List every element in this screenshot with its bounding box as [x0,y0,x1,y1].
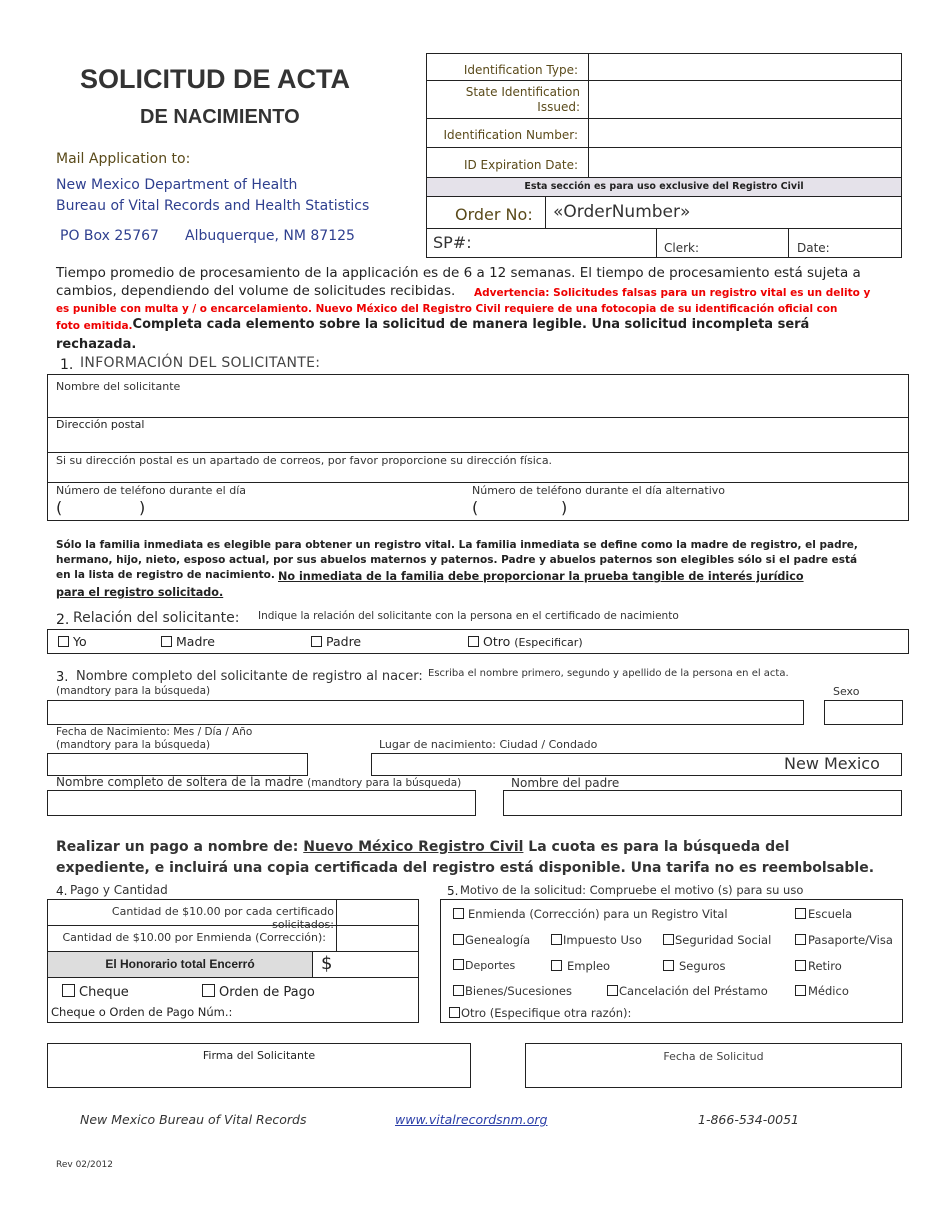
reason-pasaporte-checkbox[interactable] [795,934,806,945]
section2-title: Relación del solicitante: [73,610,240,626]
reason-genealogia[interactable] [453,933,530,947]
relation-yo-checkbox[interactable] [58,636,69,647]
relation-yo-label: Yo [73,634,87,649]
payment-notice-1 [56,839,789,855]
day-phone-input[interactable] [150,500,454,520]
alt-phone-label: Número de teléfono durante el día alternativo [472,484,726,497]
amend-amount-input[interactable] [340,928,418,950]
reason-deportes[interactable] [453,959,515,972]
reason-empleo-label: Empleo [567,959,611,973]
revision-label: Rev 02/2012 [56,1160,113,1170]
reason-retiro[interactable] [795,959,842,973]
relation-otro-note: (Especificar) [514,636,583,649]
pobox-note: Si su dirección postal es un apartado de correos, por favor proporcione su dirección física. [56,454,553,467]
pay-orden[interactable] [202,984,315,1000]
relation-madre[interactable] [161,634,215,649]
name-mandatory: (mandtory para la búsqueda) [56,685,211,697]
day-phone-paren-close: ) [139,498,146,517]
relation-madre-checkbox[interactable] [161,636,172,647]
legible-notice-2: rechazada. [56,337,137,352]
id-exp-input[interactable] [592,150,901,176]
reason-impuesto[interactable] [551,933,642,947]
date-label: Date: [797,241,830,255]
intro-line2: cambios, dependiendo del volume de solicitudes recibidas. [56,283,456,299]
legible-notice: Completa cada elemento sobre la solicitud de manera legible. Una solicitud incompleta será [128,317,810,332]
reason-seguros-checkbox[interactable] [663,960,674,971]
relation-padre[interactable] [311,634,361,649]
section2-hint: Indique la relación del solicitante con la persona en el certificado de nacimiento [258,610,679,622]
relation-otro[interactable] [468,634,583,649]
alt-phone-input[interactable] [572,500,906,520]
reason-otro-input[interactable] [632,1004,901,1022]
mother-mandatory: (mandtory para la búsqueda) [307,777,462,789]
reason-otro-label: Otro (Especifique otra razón): [461,1006,632,1020]
reason-medico-label: Médico [808,984,849,998]
mail-line2: Bureau of Vital Records and Health Statistics [56,198,370,214]
sex-input[interactable] [824,700,903,725]
dob-input[interactable] [47,753,308,776]
form-title: SOLICITUD DE ACTA [80,64,350,94]
reason-empleo[interactable] [551,959,610,973]
section3-title: Nombre completo del solicitante de registro al nacer: [76,669,423,684]
registrant-name-input[interactable] [47,700,804,725]
alt-phone-paren-open: ( [472,498,479,517]
intro-line1: Tiempo promedio de procesamiento de la applicación es de 6 a 12 semanas. El tiempo de procesamiento está sujeta a [56,265,861,281]
payment-payee: Nuevo México Registro Civil [303,839,524,855]
warning-line2: es punible con multa y / o encarcelamiento. Nuevo México del Registro Civil requiere de una fotocopia de su identificación oficial con [56,303,838,315]
relation-padre-label: Padre [326,634,362,649]
section3-number: 3. [56,670,69,685]
reason-enmienda-checkbox[interactable] [453,908,464,919]
relation-yo[interactable] [58,634,87,649]
mother-name-input[interactable] [47,790,476,816]
section1-title: INFORMACIÓN DEL SOLICITANTE: [80,355,321,371]
pay-cheque-label: Cheque [79,985,129,1000]
father-name-input[interactable] [503,790,902,816]
application-date-label: Fecha de Solicitud [663,1050,764,1063]
family-notice-2: hermano, hijo, nieto, esposo actual, por sus abuelos maternos y paternos. Padre y abuelos paternos son elegibles sólo si el padre está [56,554,858,566]
reason-empleo-checkbox[interactable] [551,960,562,971]
mother-name-label [56,775,461,789]
physical-address-input[interactable] [52,467,906,482]
id-exp-label: ID Expiration Date: [463,158,578,172]
footer-url[interactable]: www.vitalrecordsnm.org [395,1112,548,1127]
mail-pobox: PO Box 25767 [60,228,159,244]
registry-note: Esta sección es para uso exclusive del Registro Civil [427,178,901,196]
reason-seguridad-checkbox[interactable] [663,934,674,945]
reason-seguridad[interactable] [663,933,771,947]
reason-cancelacion[interactable] [607,984,768,998]
reason-escuela-checkbox[interactable] [795,908,806,919]
total-fee-label: El Honorario total Encerró [48,952,312,977]
total-fee-input[interactable] [338,955,418,977]
pob-state: New Mexico [784,754,880,773]
section5-number: 5. [447,884,459,898]
reason-deportes-checkbox[interactable] [453,959,464,970]
id-type-input[interactable] [592,56,901,80]
mail-label: Mail Application to: [56,151,191,167]
order-label: Order No: [455,205,533,224]
reason-medico-checkbox[interactable] [795,985,806,996]
reason-cancelacion-checkbox[interactable] [607,985,618,996]
reason-bienes-label: Bienes/Sucesiones [465,984,572,998]
mail-line1: New Mexico Department of Health [56,177,298,193]
cert-amount-label: Cantidad de $10.00 por cada certificado solicitados: [111,905,334,931]
applicant-name-input[interactable] [52,396,906,416]
reason-deportes-label: Deportes [465,959,516,972]
section4-title: Pago y Cantidad [70,883,168,897]
reason-impuesto-label: Impuesto Uso [563,933,642,947]
section3-hint: Escriba el nombre primero, segundo y apellido de la persona en el acta. [428,668,789,679]
footer-phone: 1-866-534-0051 [698,1112,800,1127]
section4-number: 4. [56,884,68,898]
applicant-name-label: Nombre del solicitante [56,380,181,393]
mother-name-text: Nombre completo de soltera de la madre [56,775,304,789]
id-number-input[interactable] [592,121,901,147]
sexo-label: Sexo [833,685,860,698]
pay-cheque-checkbox[interactable] [62,984,75,997]
mail-city: Albuquerque, NM 87125 [185,228,355,244]
reason-retiro-label: Retiro [808,959,842,973]
payment-notice-1a: Realizar un pago a nombre de: [56,839,304,855]
state-id-input[interactable] [592,84,901,116]
reason-escuela[interactable] [795,907,852,921]
id-type-label: Identification Type: [463,63,578,77]
payment-number-input[interactable] [232,1003,418,1022]
payment-number-label: Cheque o Orden de Pago Núm.: [51,1005,233,1019]
reason-pasaporte[interactable] [795,933,893,947]
alt-phone-paren-close: ) [561,498,568,517]
footer-org: New Mexico Bureau of Vital Records [80,1112,307,1127]
reason-seguros[interactable] [663,959,725,973]
warning-line1: Advertencia: Solicitudes falsas para un registro vital es un delito y [474,287,871,299]
clerk-label: Clerk: [664,241,700,255]
reason-genealogia-checkbox[interactable] [453,934,464,945]
reason-otro[interactable] [449,1006,631,1020]
warning-line3: foto emitida. [56,320,133,332]
section1-number: 1. [60,357,74,373]
father-name-label: Nombre del padre [511,776,620,790]
relation-otro-label: Otro [483,634,511,649]
payment-notice-2: expediente, e incluirá una copia certificada del registro está disponible. Una tarifa no es reembolsable. [56,860,875,876]
cert-amount-input[interactable] [340,902,418,924]
family-notice-underline-1: No inmediata de la familia debe proporcionar la prueba tangible de interés jurídico [278,570,804,583]
reason-genealogia-label: Genealogía [465,933,531,947]
mailing-address-input[interactable] [52,433,906,452]
form-subtitle: DE NACIMIENTO [140,106,300,128]
reason-enmienda[interactable] [453,907,728,921]
dob-mandatory: (mandtory para la búsqueda) [56,739,211,751]
pay-cheque[interactable] [62,984,129,1000]
sp-label: SP#: [433,233,472,252]
state-id-label: State Identification Issued: [465,85,580,114]
amend-amount-label: Cantidad de $10.00 por Enmienda (Corrección): [62,931,326,944]
reason-otro-checkbox[interactable] [449,1007,460,1018]
family-notice-3: en la lista de registro de nacimiento. [56,569,275,581]
payment-notice-1b: La cuota es para la búsqueda del [523,839,790,855]
pay-orden-label: Orden de Pago [219,985,315,1000]
reason-bienes-checkbox[interactable] [453,985,464,996]
relation-padre-checkbox[interactable] [311,636,322,647]
reason-seguros-label: Seguros [679,959,726,973]
relation-otro-checkbox[interactable] [468,636,479,647]
family-notice-1: Sólo la familia inmediata es elegible para obtener un registro vital. La familia inmediata se define como la madre de registro, el padre, [56,539,858,551]
id-number-label: Identification Number: [443,128,578,142]
reason-escuela-label: Escuela [808,907,853,921]
family-notice-underline-2: para el registro solicitado. [56,586,224,599]
section2-number: 2. [56,612,70,628]
pay-orden-checkbox[interactable] [202,984,215,997]
reason-enmienda-label: Enmienda (Corrección) para un Registro Vital [468,907,728,921]
reason-seguridad-label: Seguridad Social [675,933,772,947]
reason-bienes[interactable] [453,984,572,998]
signature-label: Firma del Solicitante [202,1049,316,1062]
relation-madre-label: Madre [176,634,215,649]
dob-label: Fecha de Nacimiento: Mes / Día / Año [56,726,253,738]
total-dollar-sign: $ [321,953,333,974]
section5-title: Motivo de la solicitud: Compruebe el motivo (s) para su uso [460,883,804,897]
reason-retiro-checkbox[interactable] [795,960,806,971]
day-phone-label: Número de teléfono durante el día [56,484,247,497]
day-phone-paren-open: ( [56,498,63,517]
reason-pasaporte-label: Pasaporte/Visa [808,933,893,947]
reason-medico[interactable] [795,984,849,998]
order-number: «OrderNumber» [553,202,691,222]
reason-impuesto-checkbox[interactable] [551,934,562,945]
mailing-address-label: Dirección postal [56,418,145,431]
reason-cancelacion-label: Cancelación del Préstamo [619,984,768,998]
pob-label: Lugar de nacimiento: Ciudad / Condado [379,738,598,751]
